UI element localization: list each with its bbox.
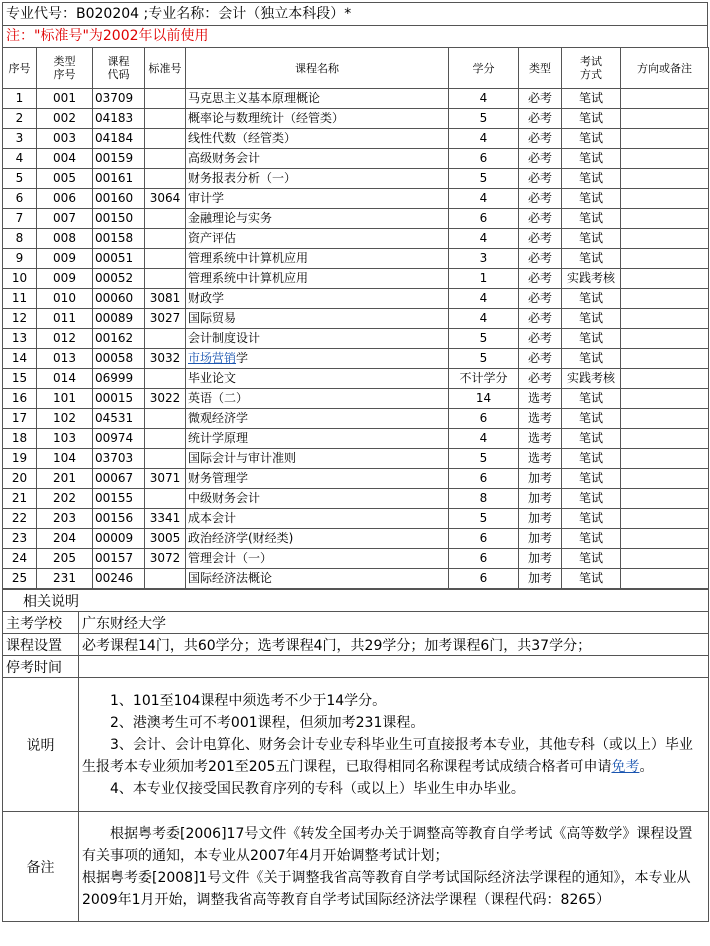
course-name: 国际贸易: [186, 309, 449, 329]
course-seq: 006: [37, 189, 93, 209]
table-row: [3, 349, 709, 369]
course-seq: 203: [37, 509, 93, 529]
course-exam: 笔试: [562, 249, 621, 269]
course-std: 3072: [145, 549, 186, 569]
course-std: [145, 329, 186, 349]
explain-item-2: 2、港澳考生可不考001课程，但须加考231课程。: [110, 714, 425, 731]
course-code: 00150: [93, 209, 145, 229]
course-name: 财政学: [186, 289, 449, 309]
course-credit: 14: [449, 389, 519, 409]
col-header-no: 序号: [3, 48, 37, 89]
course-exam: 笔试: [562, 429, 621, 449]
course-std: [145, 229, 186, 249]
setup-row: [3, 634, 709, 656]
course-seq: 012: [37, 329, 93, 349]
course-seq: 004: [37, 149, 93, 169]
course-type: 必考: [519, 209, 562, 229]
explain-row: [3, 678, 709, 812]
course-type: 必考: [519, 129, 562, 149]
course-std: [145, 209, 186, 229]
table-row: [3, 389, 709, 409]
course-no: 7: [3, 209, 37, 229]
course-no: 12: [3, 309, 37, 329]
course-credit: 4: [449, 189, 519, 209]
course-name: 管理系统中计算机应用: [186, 249, 449, 269]
course-seq: 002: [37, 109, 93, 129]
course-seq: 102: [37, 409, 93, 429]
course-credit: 不计学分: [449, 369, 519, 389]
course-seq: 013: [37, 349, 93, 369]
course-type: 加考: [519, 529, 562, 549]
school-label: 主考学校: [3, 612, 79, 634]
course-std: [145, 489, 186, 509]
col-header-std: 标准号: [145, 48, 186, 89]
explain-content: [79, 678, 709, 812]
course-code: 00051: [93, 249, 145, 269]
course-code: 00009: [93, 529, 145, 549]
course-type: 加考: [519, 469, 562, 489]
course-seq: 201: [37, 469, 93, 489]
explain-item-3: [82, 734, 705, 778]
course-no: 14: [3, 349, 37, 369]
table-row: [3, 549, 709, 569]
course-exam: 笔试: [562, 449, 621, 469]
col-header-seq: 类型 序号: [37, 48, 93, 89]
course-note: [621, 149, 709, 169]
course-name: 会计制度设计: [186, 329, 449, 349]
course-type: 选考: [519, 429, 562, 449]
course-note: [621, 409, 709, 429]
course-name: 审计学: [186, 189, 449, 209]
course-code: 00158: [93, 229, 145, 249]
course-seq: 009: [37, 249, 93, 269]
course-credit: 5: [449, 169, 519, 189]
course-no: 16: [3, 389, 37, 409]
setup-value: 必考课程14门，共60学分；选考课程4门，共29学分；加考课程6门，共37学分；: [79, 634, 709, 656]
course-note: [621, 89, 709, 109]
col-header-type: 类型: [519, 48, 562, 89]
course-no: 9: [3, 249, 37, 269]
course-name: 财务管理学: [186, 469, 449, 489]
course-exam: 笔试: [562, 129, 621, 149]
related-label: 相关说明: [3, 590, 709, 612]
course-code: 00162: [93, 329, 145, 349]
course-name: 微观经济学: [186, 409, 449, 429]
course-seq: 001: [37, 89, 93, 109]
course-no: 20: [3, 469, 37, 489]
course-std: 3005: [145, 529, 186, 549]
course-name: 毕业论文: [186, 369, 449, 389]
course-credit: 1: [449, 269, 519, 289]
course-no: 2: [3, 109, 37, 129]
table-row: [3, 269, 709, 289]
table-row: [3, 129, 709, 149]
course-seq: 103: [37, 429, 93, 449]
remark-content: [79, 812, 709, 922]
table-header-row: [3, 48, 709, 89]
stop-value: [79, 656, 709, 678]
course-exam: 笔试: [562, 569, 621, 589]
course-seq: 010: [37, 289, 93, 309]
course-exam: 笔试: [562, 169, 621, 189]
course-no: 8: [3, 229, 37, 249]
course-no: 22: [3, 509, 37, 529]
course-exam: 笔试: [562, 109, 621, 129]
setup-label: 课程设置: [3, 634, 79, 656]
course-code: 00246: [93, 569, 145, 589]
course-credit: 8: [449, 489, 519, 509]
course-no: 18: [3, 429, 37, 449]
course-std: [145, 369, 186, 389]
course-seq: 204: [37, 529, 93, 549]
course-code: 00156: [93, 509, 145, 529]
course-code: 00052: [93, 269, 145, 289]
course-code: 04184: [93, 129, 145, 149]
course-seq: 231: [37, 569, 93, 589]
course-note: [621, 129, 709, 149]
course-type: 必考: [519, 109, 562, 129]
course-no: 4: [3, 149, 37, 169]
course-name: 管理系统中计算机应用: [186, 269, 449, 289]
course-std: 3341: [145, 509, 186, 529]
explain-item-1: 1、101至104课程中须选考不少于14学分。: [110, 692, 387, 709]
course-type: 选考: [519, 409, 562, 429]
course-exam: 笔试: [562, 189, 621, 209]
course-note: [621, 169, 709, 189]
course-exam: 笔试: [562, 489, 621, 509]
course-type: 加考: [519, 549, 562, 569]
course-std: [145, 449, 186, 469]
info-table: [2, 589, 709, 922]
course-name: 政治经济学(财经类): [186, 529, 449, 549]
course-name: [186, 349, 449, 369]
course-exam: 笔试: [562, 529, 621, 549]
course-exam: 笔试: [562, 329, 621, 349]
course-std: 3071: [145, 469, 186, 489]
course-no: 21: [3, 489, 37, 509]
course-credit: 3: [449, 249, 519, 269]
course-exam: 笔试: [562, 309, 621, 329]
course-credit: 5: [449, 109, 519, 129]
course-std: 3081: [145, 289, 186, 309]
course-note: [621, 389, 709, 409]
course-code: 06999: [93, 369, 145, 389]
course-type: 加考: [519, 509, 562, 529]
course-code: 00060: [93, 289, 145, 309]
stop-label: 停考时间: [3, 656, 79, 678]
course-seq: 011: [37, 309, 93, 329]
table-row: [3, 89, 709, 109]
col-header-code: 课程 代码: [93, 48, 145, 89]
table-row: [3, 509, 709, 529]
course-code: 00155: [93, 489, 145, 509]
course-exam: 笔试: [562, 89, 621, 109]
course-exam: 笔试: [562, 509, 621, 529]
course-std: [145, 149, 186, 169]
stop-row: [3, 656, 709, 678]
course-no: 24: [3, 549, 37, 569]
table-row: [3, 249, 709, 269]
course-exam: 笔试: [562, 289, 621, 309]
remark-row: [3, 812, 709, 922]
course-type: 必考: [519, 289, 562, 309]
course-note: [621, 369, 709, 389]
course-no: 1: [3, 89, 37, 109]
course-seq: 003: [37, 129, 93, 149]
remark-item-2: 根据粤考委[2008]1号文件《关于调整我省高等教育自学考试国际经济法学课程的通知》，本专业从2009年1月开始，调整我省高等教育自学考试国际经济法学课程（课程代码：8265）: [82, 869, 691, 908]
course-type: 必考: [519, 249, 562, 269]
course-seq: 202: [37, 489, 93, 509]
course-note: [621, 489, 709, 509]
course-note: [621, 509, 709, 529]
course-no: 5: [3, 169, 37, 189]
course-type: 选考: [519, 449, 562, 469]
course-type: 必考: [519, 149, 562, 169]
course-note: [621, 549, 709, 569]
course-type: 必考: [519, 89, 562, 109]
course-note: [621, 289, 709, 309]
course-credit: 5: [449, 329, 519, 349]
course-credit: 4: [449, 429, 519, 449]
course-type: 必考: [519, 229, 562, 249]
course-credit: 5: [449, 349, 519, 369]
course-code: 00157: [93, 549, 145, 569]
course-no: 23: [3, 529, 37, 549]
course-note: [621, 229, 709, 249]
course-name: 金融理论与实务: [186, 209, 449, 229]
course-rows: [3, 89, 709, 589]
course-note: [621, 249, 709, 269]
course-exam: 笔试: [562, 349, 621, 369]
remark-item-1: 根据粤考委[2006]17号文件《转发全国考办关于调整高等教育自学考试《高等数学》课程设置有关事项的通知，本专业从2007年4月开始调整考试计划；: [82, 825, 693, 864]
course-exam: 笔试: [562, 209, 621, 229]
course-credit: 6: [449, 209, 519, 229]
table-row: [3, 489, 709, 509]
course-note: [621, 209, 709, 229]
course-name: 国际会计与审计准则: [186, 449, 449, 469]
course-code: 04531: [93, 409, 145, 429]
course-credit: 6: [449, 409, 519, 429]
course-type: 必考: [519, 169, 562, 189]
table-row: [3, 229, 709, 249]
course-credit: 6: [449, 549, 519, 569]
course-no: 13: [3, 329, 37, 349]
col-header-exam: 考试 方式: [562, 48, 621, 89]
explain-item-3-end: 。: [639, 758, 654, 775]
course-note: [621, 109, 709, 129]
course-exam: 笔试: [562, 549, 621, 569]
course-std: [145, 429, 186, 449]
course-name: 英语（二）: [186, 389, 449, 409]
course-std: [145, 249, 186, 269]
exemption-link[interactable]: 免考: [611, 758, 640, 775]
course-no: 6: [3, 189, 37, 209]
course-no: 15: [3, 369, 37, 389]
course-name: 统计学原理: [186, 429, 449, 449]
course-seq: 007: [37, 209, 93, 229]
course-credit: 4: [449, 289, 519, 309]
course-plan-document: [2, 2, 708, 922]
course-exam: 实践考核: [562, 269, 621, 289]
course-name: 财务报表分析（一）: [186, 169, 449, 189]
course-std: 3022: [145, 389, 186, 409]
course-credit: 5: [449, 509, 519, 529]
course-note: [621, 529, 709, 549]
school-value: 广东财经大学: [79, 612, 709, 634]
course-code: 03709: [93, 89, 145, 109]
course-exam: 笔试: [562, 149, 621, 169]
col-header-credit: 学分: [449, 48, 519, 89]
course-seq: 205: [37, 549, 93, 569]
table-row: [3, 449, 709, 469]
course-seq: 101: [37, 389, 93, 409]
course-code: 00067: [93, 469, 145, 489]
course-note: [621, 189, 709, 209]
explain-label: 说明: [3, 678, 79, 812]
table-row: [3, 109, 709, 129]
course-no: 25: [3, 569, 37, 589]
course-name: 国际经济法概论: [186, 569, 449, 589]
course-seq: 008: [37, 229, 93, 249]
course-seq: 104: [37, 449, 93, 469]
course-credit: 4: [449, 89, 519, 109]
course-credit: 6: [449, 469, 519, 489]
course-credit: 6: [449, 149, 519, 169]
course-note: [621, 469, 709, 489]
course-code: 00161: [93, 169, 145, 189]
course-std: [145, 269, 186, 289]
col-header-name: 课程名称: [186, 48, 449, 89]
course-code: 04183: [93, 109, 145, 129]
course-std: 3027: [145, 309, 186, 329]
course-credit: 4: [449, 229, 519, 249]
marketing-link[interactable]: 市场营销: [188, 351, 237, 365]
course-note: [621, 449, 709, 469]
course-credit: 5: [449, 449, 519, 469]
marketing-suffix: 学: [236, 351, 249, 365]
course-type: 必考: [519, 309, 562, 329]
course-code: 00089: [93, 309, 145, 329]
course-name: 概率论与数理统计（经管类）: [186, 109, 449, 129]
course-name: 资产评估: [186, 229, 449, 249]
course-exam: 笔试: [562, 469, 621, 489]
course-note: [621, 349, 709, 369]
course-std: [145, 129, 186, 149]
course-name: 管理会计（一）: [186, 549, 449, 569]
course-no: 11: [3, 289, 37, 309]
course-credit: 4: [449, 129, 519, 149]
course-code: 00015: [93, 389, 145, 409]
course-note: [621, 329, 709, 349]
course-exam: 笔试: [562, 409, 621, 429]
table-row: [3, 329, 709, 349]
course-std: [145, 169, 186, 189]
course-seq: 009: [37, 269, 93, 289]
course-code: 00974: [93, 429, 145, 449]
course-name: 线性代数（经管类）: [186, 129, 449, 149]
table-row: [3, 429, 709, 449]
course-type: 必考: [519, 329, 562, 349]
course-seq: 005: [37, 169, 93, 189]
course-exam: 笔试: [562, 389, 621, 409]
course-seq: 014: [37, 369, 93, 389]
course-std: [145, 89, 186, 109]
table-row: [3, 289, 709, 309]
course-type: 选考: [519, 389, 562, 409]
table-row: [3, 169, 709, 189]
school-row: [3, 612, 709, 634]
explain-item-4: 4、本专业仅接受国民教育序列的专科（或以上）毕业生申办毕业。: [110, 780, 525, 797]
table-row: [3, 409, 709, 429]
table-row: [3, 189, 709, 209]
course-no: 10: [3, 269, 37, 289]
course-type: 必考: [519, 349, 562, 369]
course-type: 加考: [519, 569, 562, 589]
table-row: [3, 369, 709, 389]
course-exam: 笔试: [562, 229, 621, 249]
course-no: 17: [3, 409, 37, 429]
table-row: [3, 529, 709, 549]
course-note: [621, 269, 709, 289]
table-row: [3, 149, 709, 169]
course-std: [145, 109, 186, 129]
course-code: 00159: [93, 149, 145, 169]
related-row: [3, 590, 709, 612]
course-name: 成本会计: [186, 509, 449, 529]
course-note: [621, 569, 709, 589]
table-row: [3, 209, 709, 229]
course-code: 03703: [93, 449, 145, 469]
course-std: [145, 569, 186, 589]
course-table: [2, 47, 709, 589]
explain-item-3-text: 3、会计、会计电算化、财务会计专业专科毕业生可直接报考本专业，其他专科（或以上）毕业生报考本专业须加考201至205五门课程，已取得相同名称课程考试成绩合格者可申请: [82, 736, 693, 775]
course-std: 3032: [145, 349, 186, 369]
course-credit: 4: [449, 309, 519, 329]
course-exam: 实践考核: [562, 369, 621, 389]
course-std: 3064: [145, 189, 186, 209]
course-type: 必考: [519, 269, 562, 289]
course-name: 中级财务会计: [186, 489, 449, 509]
course-std: [145, 409, 186, 429]
course-note: [621, 309, 709, 329]
table-row: [3, 569, 709, 589]
course-credit: 6: [449, 529, 519, 549]
course-no: 19: [3, 449, 37, 469]
course-no: 3: [3, 129, 37, 149]
major-title: 专业代号：B020204 ;专业名称：会计（独立本科段）*: [2, 2, 708, 25]
col-header-note: 方向或备注: [621, 48, 709, 89]
course-note: [621, 429, 709, 449]
course-type: 必考: [519, 369, 562, 389]
remark-label: 备注: [3, 812, 79, 922]
course-type: 必考: [519, 189, 562, 209]
standard-number-note: 注："标准号"为2002年以前使用: [2, 25, 708, 47]
course-code: 00160: [93, 189, 145, 209]
table-row: [3, 309, 709, 329]
course-name: 高级财务会计: [186, 149, 449, 169]
course-code: 00058: [93, 349, 145, 369]
course-type: 加考: [519, 489, 562, 509]
course-credit: 6: [449, 569, 519, 589]
course-name: 马克思主义基本原理概论: [186, 89, 449, 109]
table-row: [3, 469, 709, 489]
